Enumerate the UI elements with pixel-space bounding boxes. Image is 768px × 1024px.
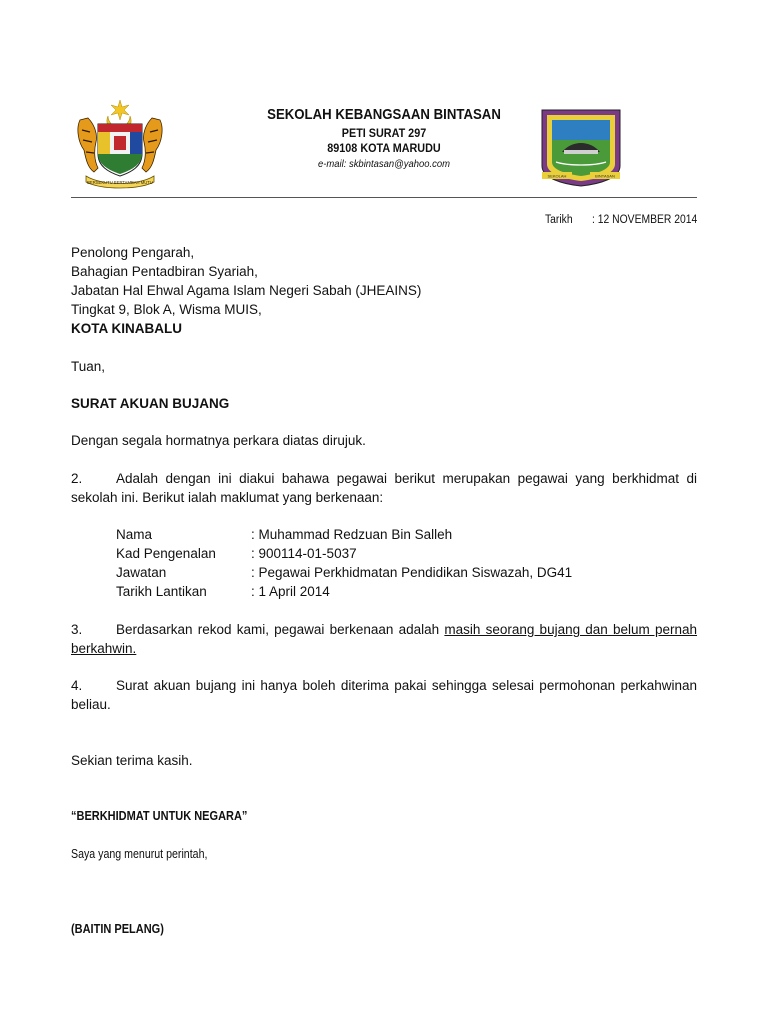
paragraph-3-number: 3. — [71, 622, 83, 637]
emblem-motto-text: BERSEKUTU BERTAMBAH MUTU — [87, 180, 153, 185]
date-label: Tarikh — [545, 214, 573, 226]
detail-value: : 1 April 2014 — [251, 584, 330, 599]
paragraph-4-number: 4. — [71, 678, 83, 693]
salutation: Tuan, — [71, 359, 106, 374]
paragraph-3-underlined-text: masih seorang bujang dan belum pernah — [444, 622, 698, 637]
detail-label: Kad Pengenalan — [116, 546, 216, 561]
paragraph-4-line-2: beliau. — [71, 697, 111, 712]
paragraph-4-line-1 — [71, 676, 697, 695]
school-email: e-mail: skbintasan@yahoo.com — [318, 158, 450, 170]
detail-value: : Muhammad Redzuan Bin Salleh — [251, 527, 453, 542]
paragraph-2-text-1: Adalah dengan ini diakui bahawa pegawai berikut merupakan pegawai yang berkhidmat di — [116, 471, 697, 486]
subject-heading: SURAT AKUAN BUJANG — [71, 396, 230, 411]
date-value: : 12 NOVEMBER 2014 — [592, 214, 698, 226]
recipient-line-5: KOTA KINABALU — [71, 321, 182, 336]
header-divider — [71, 197, 697, 198]
logo-right-text: BINTASAN — [595, 173, 615, 179]
logo-left-text: SEKOLAH — [547, 173, 567, 179]
recipient-line-4: Tingkat 9, Blok A, Wisma MUIS, — [71, 302, 262, 317]
recipient-line-3: Jabatan Hal Ehwal Agama Islam Negeri Sabah (JHEAINS) — [71, 283, 422, 298]
paragraph-4 — [71, 676, 697, 714]
paragraph-2-number: 2. — [71, 471, 83, 486]
detail-row-name — [116, 525, 452, 544]
school-name: SEKOLAH KEBANGSAAN BINTASAN — [267, 106, 501, 123]
paragraph-3-line-2: berkahwin. — [71, 641, 137, 656]
detail-row-position — [116, 563, 572, 582]
paragraph-2-line-1 — [71, 469, 697, 488]
paragraph-2-line-2: sekolah ini. Berikut ialah maklumat yang berkenaan: — [71, 490, 384, 505]
yours-faithfully: Saya yang menurut perintah, — [71, 847, 208, 861]
postcode-city: 89108 KOTA MARUDU — [327, 141, 441, 155]
recipient-line-2: Bahagian Pentadbiran Syariah, — [71, 264, 258, 279]
detail-row-ic — [116, 544, 357, 563]
detail-value: : 900114-01-5037 — [251, 546, 357, 561]
coat-of-arms-emblem — [72, 98, 168, 190]
paragraph-3 — [71, 620, 697, 658]
school-logo — [538, 106, 624, 188]
paragraph-4-text-1: Surat akuan bujang ini hanya boleh diterima pakai sehingga selesai permohonan perkahwinan — [116, 678, 697, 693]
paragraph-3-line-1 — [71, 620, 697, 639]
opening-paragraph: Dengan segala hormatnya perkara diatas dirujuk. — [71, 433, 366, 448]
motto: “BERKHIDMAT UNTUK NEGARA” — [71, 809, 248, 823]
detail-label: Tarikh Lantikan — [116, 584, 207, 599]
detail-label: Jawatan — [116, 565, 167, 580]
signatory-name: (BAITIN PELANG) — [71, 922, 164, 936]
detail-label: Nama — [116, 527, 153, 542]
po-box: PETI SURAT 297 — [341, 126, 427, 140]
paragraph-2 — [71, 469, 697, 507]
detail-row-appointment-date — [116, 582, 330, 601]
closing: Sekian terima kasih. — [71, 753, 193, 768]
recipient-line-1: Penolong Pengarah, — [71, 245, 195, 260]
paragraph-3-text: Berdasarkan rekod kami, pegawai berkenaan adalah — [116, 622, 440, 637]
detail-value: : Pegawai Perkhidmatan Pendidikan Siswazah, DG41 — [251, 565, 573, 580]
